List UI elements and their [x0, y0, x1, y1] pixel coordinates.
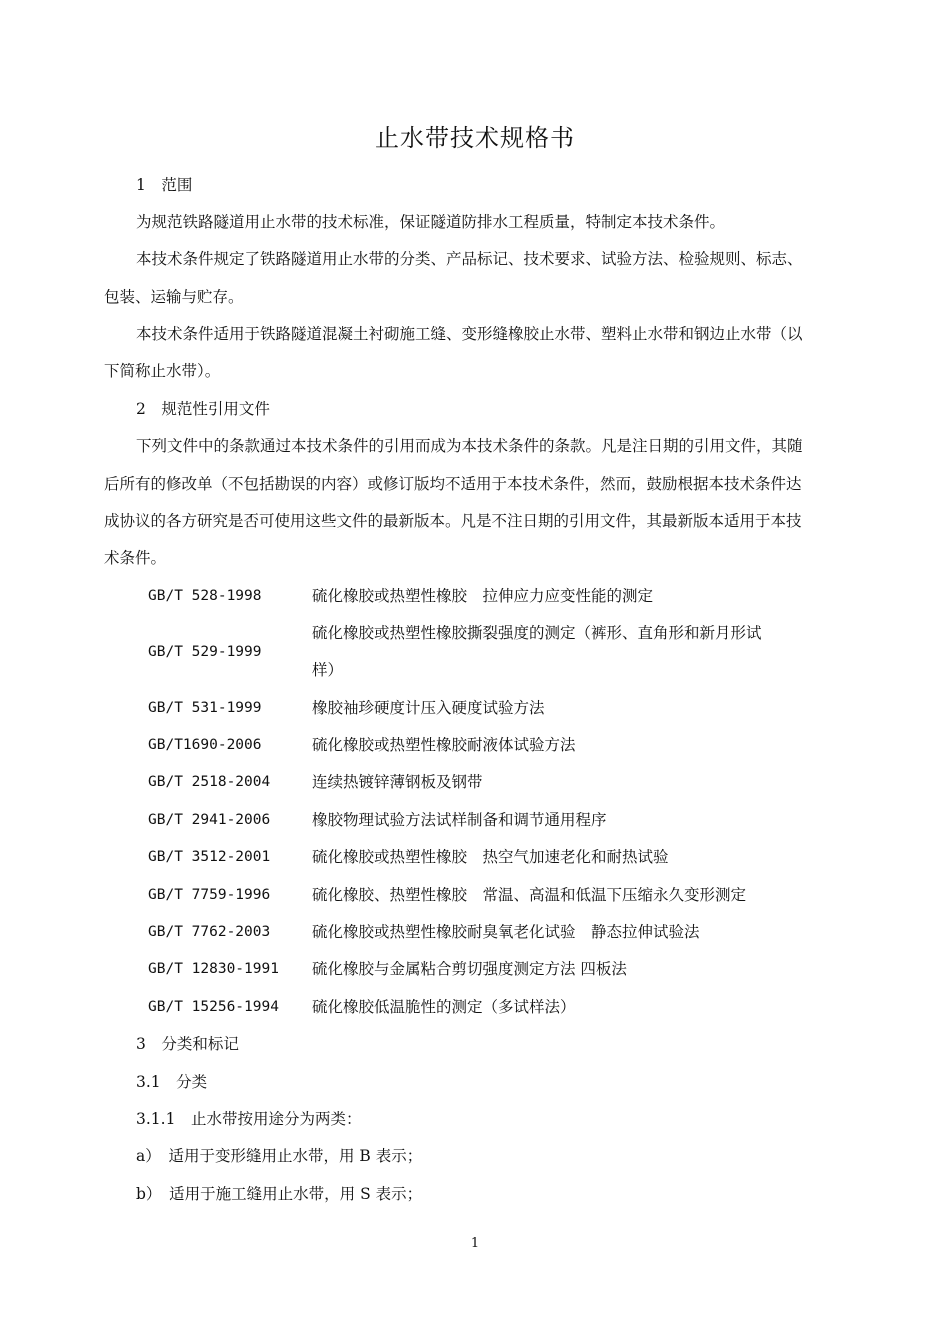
ref-code: GB/T 2941-2006 [148, 812, 271, 828]
ref-name: 硫化橡胶或热塑性橡胶耐臭氧老化试验 静态拉伸试验法 [312, 923, 700, 941]
list-item: b） 适用于施工缝用止水带，用 S 表示； [136, 1185, 423, 1203]
ref-code: GB/T1690-2006 [148, 737, 262, 753]
ref-name: 硫化橡胶或热塑性橡胶 拉伸应力应变性能的测定 [312, 587, 654, 605]
paragraph: 后所有的修改单（不包括勘误的内容）或修订版均不适用于本技术条件，然而，鼓励根据本技术条件达 [104, 475, 802, 493]
list-item: a） 适用于变形缝用止水带，用 B 表示； [136, 1147, 423, 1165]
ref-code: GB/T 528-1998 [148, 588, 262, 604]
ref-code: GB/T 12830-1991 [148, 961, 279, 977]
ref-code: GB/T 15256-1994 [148, 999, 279, 1015]
paragraph: 成协议的各方研究是否可使用这些文件的最新版本。凡是不注日期的引用文件，其最新版本适用于本技 [104, 512, 802, 530]
ref-code: GB/T 7759-1996 [148, 887, 271, 903]
paragraph: 下列文件中的条款通过本技术条件的引用而成为本技术条件的条款。凡是注日期的引用文件，其随 [136, 437, 803, 455]
page-number: 1 [470, 1236, 480, 1251]
section-2-heading: 2 规范性引用文件 [136, 400, 270, 418]
section-1-heading: 1 范围 [136, 176, 193, 194]
ref-name: 硫化橡胶与金属粘合剪切强度测定方法 四板法 [312, 960, 627, 978]
ref-name: 连续热镀锌薄钢板及钢带 [312, 773, 483, 791]
paragraph: 包装、运输与贮存。 [104, 288, 244, 306]
ref-code: GB/T 529-1999 [148, 644, 262, 660]
subsection-heading: 3.1 分类 [136, 1073, 208, 1091]
ref-code: GB/T 2518-2004 [148, 774, 271, 790]
ref-name: 橡胶袖珍硬度计压入硬度试验方法 [312, 699, 545, 717]
paragraph: 下简称止水带）。 [104, 362, 221, 380]
paragraph: 本技术条件规定了铁路隧道用止水带的分类、产品标记、技术要求、试验方法、检验规则、标志、 [136, 250, 803, 268]
ref-name: 硫化橡胶、热塑性橡胶 常温、高温和低温下压缩永久变形测定 [312, 886, 747, 904]
paragraph: 为规范铁路隧道用止水带的技术标准，保证隧道防排水工程质量，特制定本技术条件。 [136, 213, 726, 231]
ref-name: 硫化橡胶或热塑性橡胶撕裂强度的测定（裤形、直角形和新月形试 [312, 624, 762, 642]
subsection-heading: 3.1.1 止水带按用途分为两类： [136, 1110, 362, 1128]
section-3-heading: 3 分类和标记 [136, 1035, 239, 1053]
ref-name: 硫化橡胶或热塑性橡胶 热空气加速老化和耐热试验 [312, 848, 669, 866]
ref-name: 硫化橡胶低温脆性的测定（多试样法） [312, 998, 576, 1016]
ref-code: GB/T 3512-2001 [148, 849, 271, 865]
ref-code: GB/T 531-1999 [148, 700, 262, 716]
ref-name: 硫化橡胶或热塑性橡胶耐液体试验方法 [312, 736, 576, 754]
paragraph: 术条件。 [104, 549, 167, 567]
paragraph: 本技术条件适用于铁路隧道混凝土衬砌施工缝、变形缝橡胶止水带、塑料止水带和钢边止水带（以 [136, 325, 803, 343]
ref-name-cont: 样） [312, 661, 344, 679]
ref-code: GB/T 7762-2003 [148, 924, 271, 940]
page-title: 止水带技术规格书 [375, 124, 575, 152]
ref-name: 橡胶物理试验方法试样制备和调节通用程序 [312, 811, 607, 829]
